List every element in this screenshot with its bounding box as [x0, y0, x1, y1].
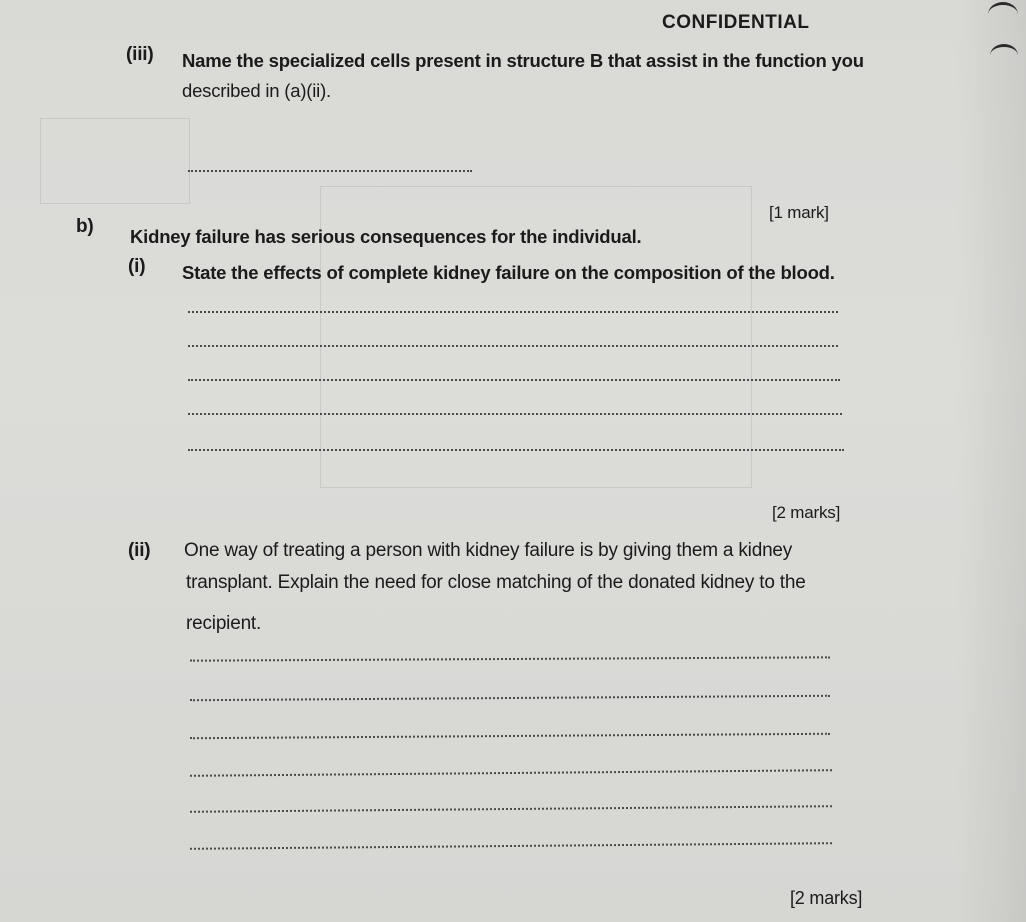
- question-b-ii-text-line2: transplant. Explain the need for close matching of the donated kidney to the: [186, 572, 806, 593]
- question-a-iii-text-line1: Name the specialized cells present in structure B that assist in the function you: [182, 50, 864, 71]
- question-b-letter: b): [76, 216, 94, 237]
- question-a-iii-text-line2: described in (a)(ii).: [182, 80, 331, 101]
- question-number-ii: (ii): [128, 540, 151, 561]
- question-b-ii-text-line1: One way of treating a person with kidney failure is by giving them a kidney: [184, 540, 793, 561]
- answer-line: [190, 733, 830, 739]
- question-number-i: (i): [128, 256, 146, 277]
- answer-line: [190, 695, 830, 701]
- answer-line: [190, 656, 830, 661]
- answer-line: [190, 805, 832, 813]
- answer-line: [188, 345, 838, 347]
- show-through-box: [40, 118, 190, 204]
- answer-line: [190, 769, 832, 777]
- answer-line: [190, 842, 832, 850]
- question-b-stem: Kidney failure has serious consequences for the individual.: [130, 226, 642, 247]
- marks-label: [2 marks]: [790, 888, 863, 908]
- marks-label: [2 marks]: [772, 503, 841, 522]
- answer-line: [188, 311, 838, 313]
- page-edge-shadow: [956, 0, 1026, 922]
- answer-line: [188, 413, 842, 415]
- marks-label: [1 mark]: [769, 203, 829, 222]
- binding-mark: [988, 2, 1018, 27]
- binding-mark: [990, 44, 1018, 67]
- answer-line: [188, 449, 844, 451]
- question-b-ii-text-line3: recipient.: [186, 613, 262, 634]
- answer-line: [188, 170, 472, 172]
- confidential-header: CONFIDENTIAL: [662, 12, 810, 33]
- answer-line: [188, 379, 840, 381]
- question-b-i-text: State the effects of complete kidney failure on the composition of the blood.: [182, 262, 835, 283]
- question-number-iii: (iii): [126, 44, 154, 65]
